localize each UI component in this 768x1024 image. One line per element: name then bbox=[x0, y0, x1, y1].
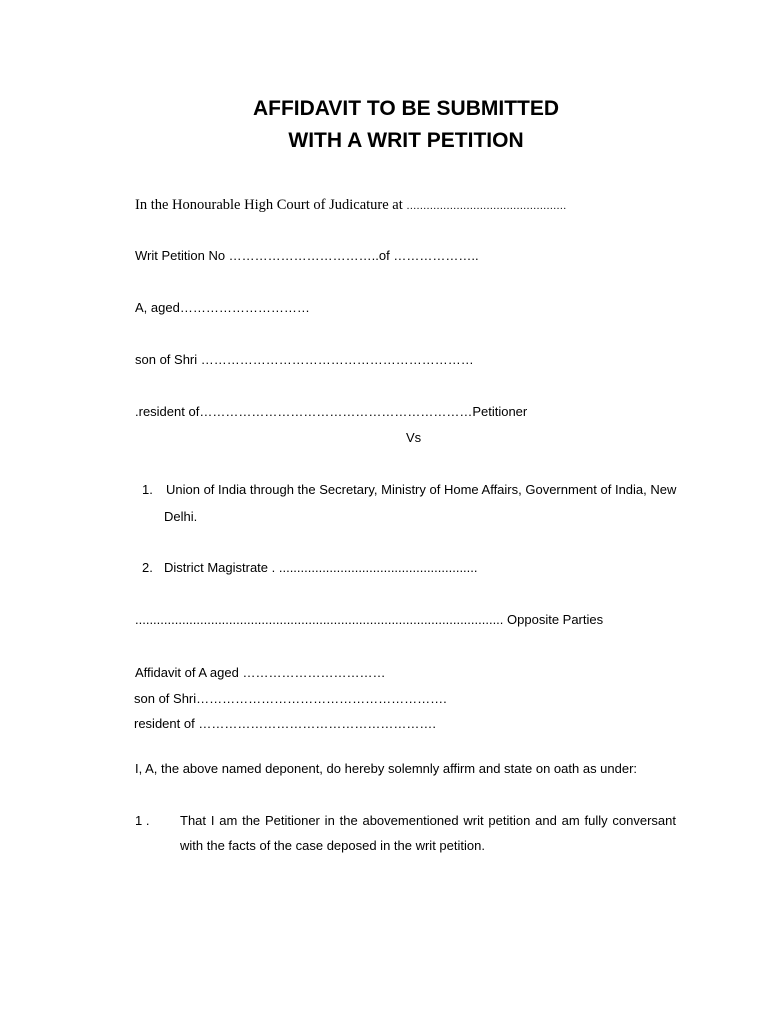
title-line-1: AFFIDAVIT TO BE SUBMITTED bbox=[252, 97, 560, 120]
petitioner-aged-line: A, aged………………………… bbox=[135, 300, 310, 315]
petitioner-son-of-line: son of Shri ……………………………………………………… bbox=[135, 352, 474, 367]
writ-petition-line: Writ Petition No ……………………………..of ……………….. bbox=[135, 248, 479, 263]
declaration-text: I, A, the above named deponent, do hereby solemnly affirm and state on oath as under: bbox=[135, 761, 638, 776]
party-2-line-1: District Magistrate . ....................................................... bbox=[164, 560, 478, 575]
party-1-line-1: Union of India through the Secretary, Ministry of Home Affairs, Government of India, New bbox=[166, 482, 677, 497]
party-2-number: 2. bbox=[142, 560, 153, 575]
paragraph-1-number: 1 . bbox=[135, 813, 150, 828]
affidavit-resident-line: resident of ………………………………………………. bbox=[134, 716, 436, 731]
court-dots: ………………………………………… bbox=[406, 201, 567, 212]
petitioner-resident-line: .resident of………………………………………………………Petitioner bbox=[135, 404, 528, 419]
affidavit-aged-line: Affidavit of A aged …………………………… bbox=[135, 665, 386, 680]
party-1-line-2: Delhi. bbox=[164, 509, 198, 524]
court-line bbox=[135, 197, 566, 214]
title-line-2: WITH A WRIT PETITION bbox=[288, 129, 524, 152]
opposite-parties-line: ...................................................................................................... Opposite Parties bbox=[135, 612, 604, 627]
court-label: In the Honourable High Court of Judicature at bbox=[135, 197, 403, 213]
party-1-number: 1. bbox=[142, 482, 153, 497]
versus-label: Vs bbox=[406, 430, 422, 445]
affidavit-son-of-line: son of Shri…………………………………………………. bbox=[134, 691, 447, 706]
paragraph-1-line-1: That I am the Petitioner in the abovementioned writ petition and am fully conversant bbox=[180, 813, 676, 828]
paragraph-1-line-2: with the facts of the case deposed in the writ petition. bbox=[180, 838, 485, 853]
